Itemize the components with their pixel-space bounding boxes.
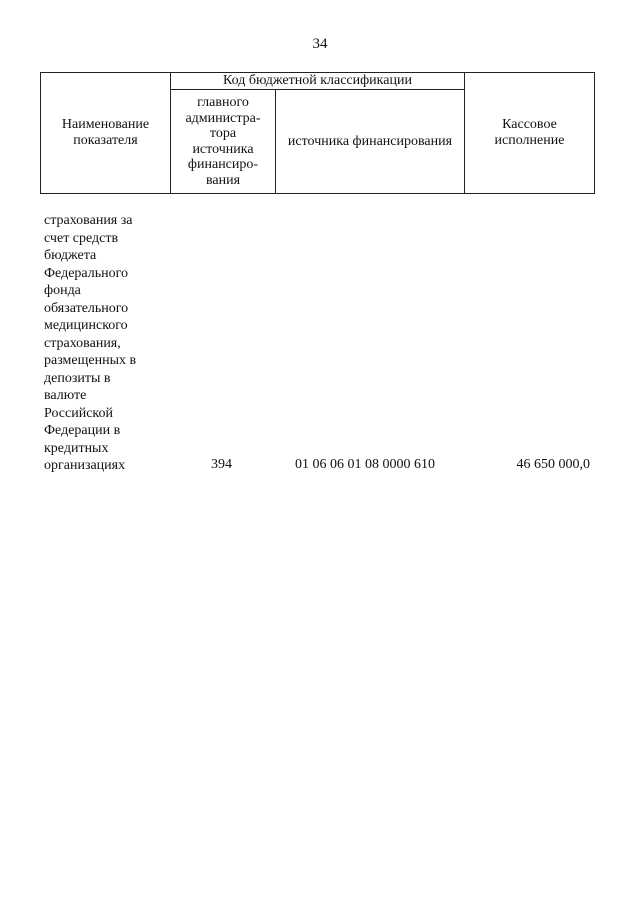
column-header-name: Наименование показателя [61, 117, 150, 148]
column-header-source: источника финансирования [287, 133, 453, 149]
table-header [40, 72, 595, 194]
column-group-header-classification: Код бюджетной классификации [223, 73, 412, 88]
column-header-admin: главного администра- тора источника финансиро- вания [185, 95, 261, 188]
page-number: 34 [312, 36, 328, 52]
header-border-bottom [40, 193, 595, 194]
row-admin-code: 394 [211, 457, 232, 472]
row-source-code: 01 06 06 01 08 0000 610 [295, 457, 435, 472]
header-border-right [594, 72, 595, 194]
row-amount: 46 650 000,0 [516, 457, 590, 472]
column-header-execution: Кассовое исполнение [494, 117, 565, 148]
row-name: страхования за счет средств бюджета Федерального фонда обязательного медицинского страхования, размещенных в депозиты в валюте Российской Федерации в кредитных организациях [44, 213, 137, 473]
